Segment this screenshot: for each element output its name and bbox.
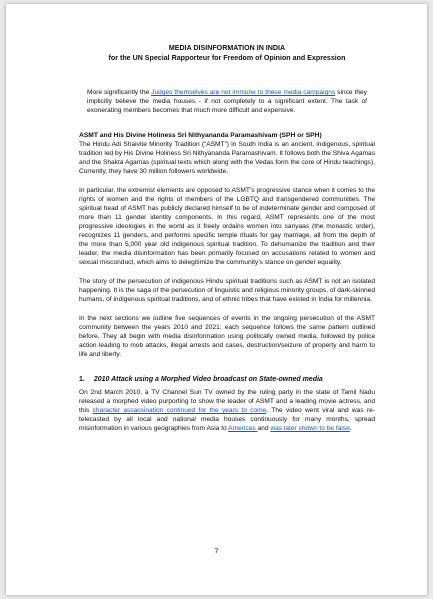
document-subtitle: for the UN Special Rapporteur for Freedom of Opinion and Expression [108, 53, 346, 62]
asmt-paragraph-4: In the next sections we outline five sequences of events in the ongoing persecution of the ASMT community between the years 2010 and 2021: each sequence follows the same pattern outlined before. They all begin with media disinformation using politically owned media, followed by police action leading to mob attacks, illegal arrests and cases, destruction/seizure of property and harm to life and liberty. [79, 315, 375, 359]
document-title: MEDIA DISINFORMATION IN INDIA [168, 44, 286, 52]
asmt-paragraph-2: In particular, the extremist elements are opposed to ASMT’s progressive stance when it comes to the rights of women and the rights of members of the LGBTQ and transgendered communities. The spiritual head of ASMT has publicly declared himself to be of indeterminate gender and composed of more than 11 gender identity components. In this regard, ASMT represents one of the most progressive ideologies in the world as it freely ordains women into sanyaas (the monastic order), recognizes 11 genders, and performs specific temple rituals for gay marriage, all from the depth of the more than 5,000 year old indigenous spiritual tradition. To dehumanize the tradition and their leader, the media disinformation has been primarily focused on accusations related to women and sexual misconduct, which aims to delegitimize the community’s stance on gender equality. [79, 187, 375, 267]
asmt-heading: ASMT and His Divine Holiness Sri Nithyananda Paramashivam (SPH or SPH) [79, 132, 322, 140]
section-1-text-4: . [349, 425, 352, 433]
section-1-text-2: . The video went viral and was re-telecasted by all local and national media houses continuously for many months, spread misinformation in various geographies from Asia to [79, 407, 375, 433]
intro-text-after: since they implicitly believe the media houses - if not completely to a significant extent. The task of exonerating members becomes that much more difficult and expensive. [87, 89, 367, 115]
page-content [79, 44, 375, 443]
americas-link[interactable]: Americas [228, 425, 258, 433]
section-1-title: 2010 Attack using a Morphed Video broadcast on State-owned media [93, 376, 323, 384]
asmt-paragraph-1: The Hindu Adi Shaivite Minority Tradition (“ASMT”) in South India is an ancient, indigenous, spiritual tradition led by His Divine Holiness Sri Nithyananda Paramashivam. It follows both the Shiva Agamas and the Shakta Agamas (spiritual texts which along with the Vedas form the core of Hindu teachings). Currently, they have 30 million followers worldwide. [79, 141, 375, 176]
page-number: 7 [214, 548, 219, 555]
asmt-paragraph-3: The story of the persecution of indigenous Hindu spiritual traditions such as ASMT is not an isolated happening. It is the saga of the persecution of linguistic and religious minority groups, of dark-skinned humans, of indigenous spiritual traditions, and of ethnic tribes that have existed in India for millennia. [79, 278, 375, 304]
document-page [6, 4, 427, 595]
intro-text-before: More significantly the [87, 89, 152, 97]
section-1-text-1: On 2nd March 2010, a TV Channel Sun TV owned by the ruling party in the state of Tamil Nadu released a morphed video purporting to show the leader of ASMT and a leading movie actress, and this [79, 389, 375, 415]
section-1-number: 1. [79, 376, 85, 384]
character-assassination-link[interactable]: character assassination continued for the years to come [92, 407, 267, 415]
shown-false-link[interactable]: was later shown to be false [270, 425, 350, 433]
section-1-paragraph [79, 388, 375, 433]
judges-link[interactable]: Judges themselves are not immune to these media campaigns [151, 89, 336, 97]
section-1-text-3: and [257, 425, 271, 433]
intro-paragraph [87, 88, 367, 115]
section-1-heading [79, 375, 375, 384]
